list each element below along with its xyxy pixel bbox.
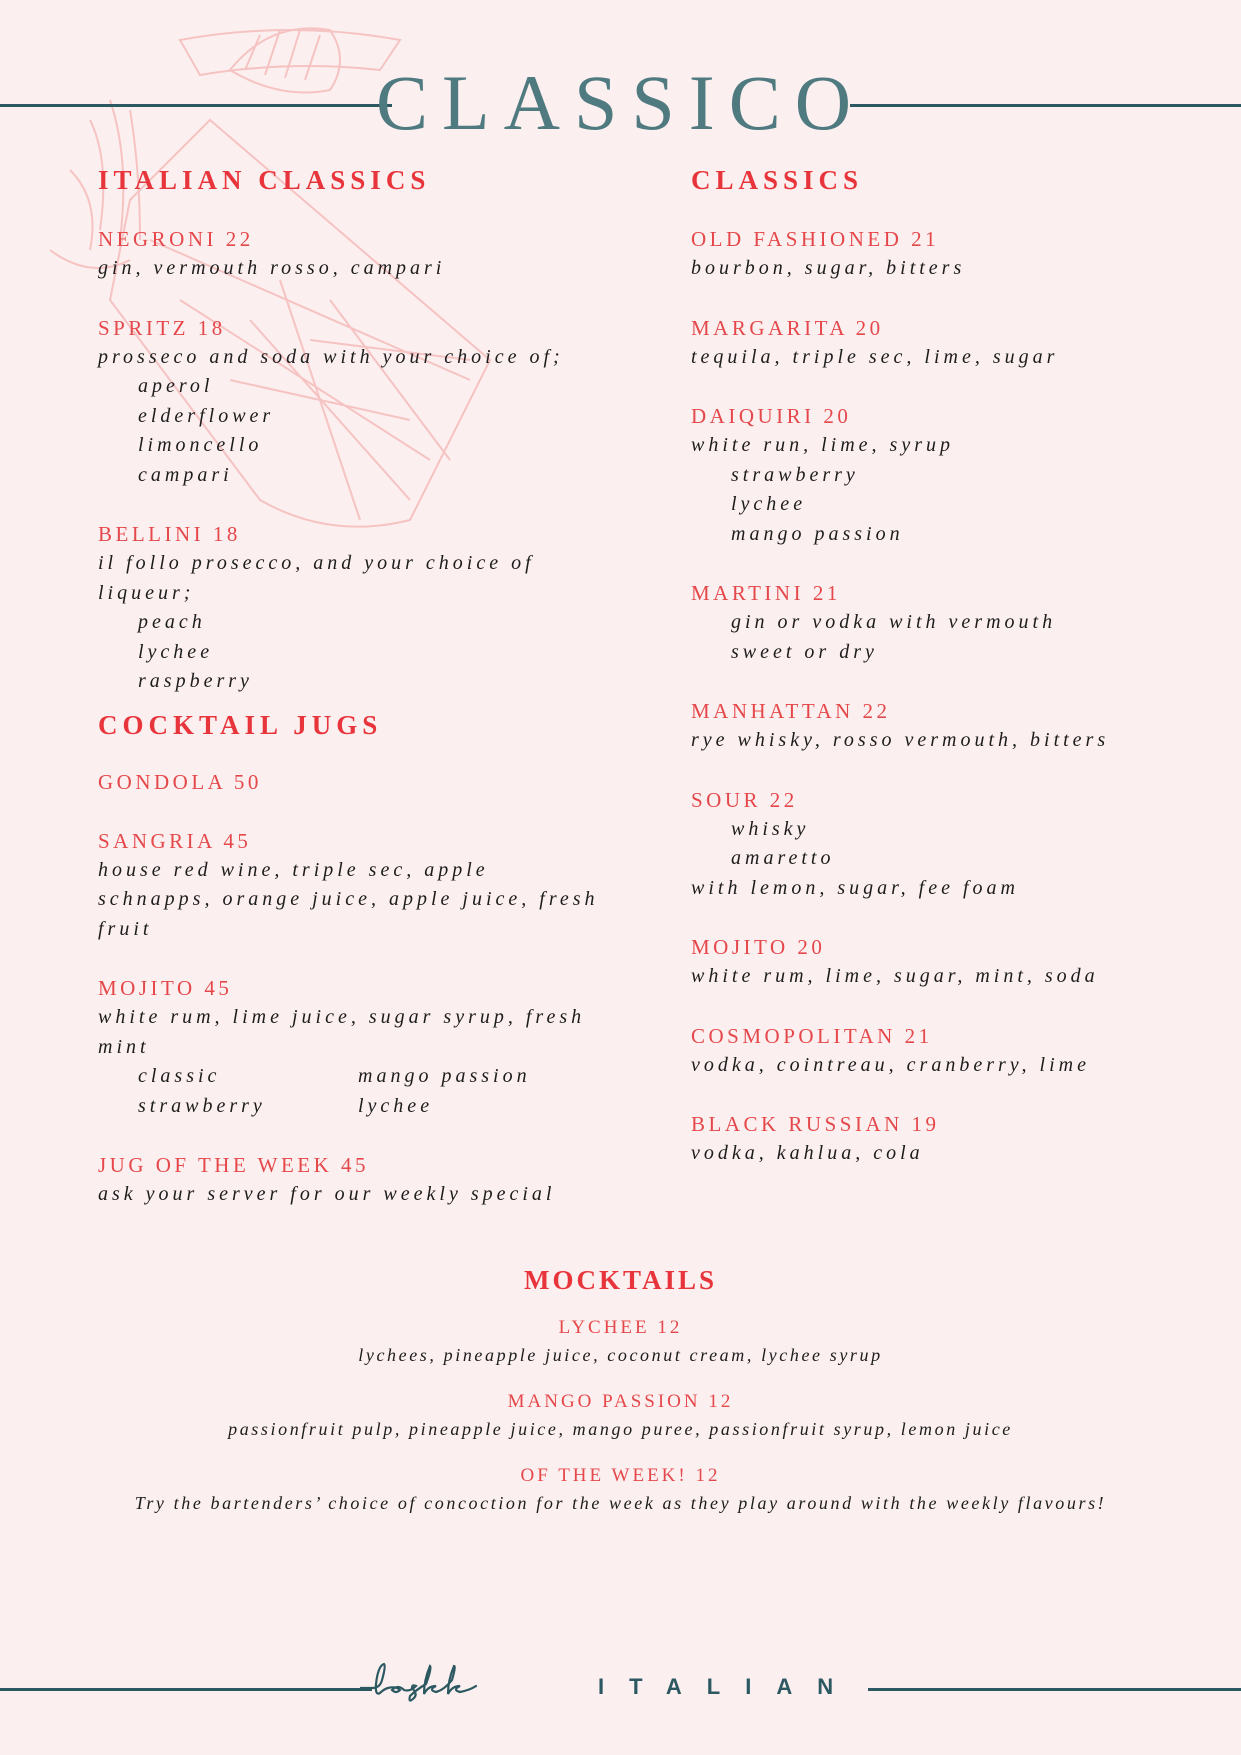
item-description: ask your server for our weekly special: [98, 1183, 556, 1205]
footer-brand-name: ITALIAN: [598, 1674, 859, 1699]
item-option: mango passion: [358, 1065, 531, 1087]
footer-logo: [0, 1660, 1241, 1710]
menu-item-mojito-jug: [98, 973, 618, 1121]
menu-item-sangria: [98, 826, 618, 945]
page-title: CLASSICO: [375, 59, 866, 146]
mocktail-lychee: [0, 1314, 1241, 1368]
item-option: strawberry: [138, 1094, 266, 1117]
item-option: sweet or dry: [731, 640, 878, 663]
item-option: lychee: [731, 493, 807, 515]
section-title-cocktail-jugs: COCKTAIL JUGS: [98, 709, 383, 740]
item-description: lychees, pineapple juice, coconut cream, lychee syrup: [358, 1345, 883, 1365]
faskk-script-logo-icon: [360, 1660, 580, 1710]
menu-item-jug-of-the-week: [98, 1150, 618, 1210]
item-name: JUG OF THE WEEK 45: [98, 1153, 370, 1177]
mocktails-section: [0, 1260, 1241, 1516]
item-name: NEGRONI 22: [98, 227, 254, 251]
menu-item-margarita: [691, 313, 1211, 373]
item-name: SOUR 22: [691, 787, 798, 812]
item-option: lychee: [138, 640, 214, 663]
mocktail-mango-passion: [0, 1388, 1241, 1442]
item-name: MANHATTAN 22: [691, 699, 891, 723]
item-name: MANGO PASSION 12: [507, 1391, 734, 1412]
item-option: aperol: [138, 375, 214, 397]
item-description: tequila, triple sec, lime, sugar: [691, 345, 1059, 368]
item-description: with lemon, sugar, fee foam: [691, 876, 1019, 899]
item-description: white rum, lime, sugar, mint, soda: [691, 965, 1099, 987]
item-description: rye whisky, rosso vermouth, bitters: [691, 729, 1110, 751]
item-name: LYCHEE 12: [558, 1317, 683, 1338]
item-option: amaretto: [731, 847, 835, 869]
item-description: mint: [98, 1035, 150, 1058]
item-description: liqueur;: [98, 581, 195, 604]
item-option: lychee: [358, 1094, 434, 1117]
section-title-italian-classics: ITALIAN CLASSICS: [98, 165, 431, 195]
item-name: SANGRIA 45: [98, 828, 252, 853]
item-option: classic: [138, 1065, 221, 1087]
footer-rule-left: [0, 1688, 372, 1691]
item-description: vodka, kahlua, cola: [691, 1142, 924, 1164]
item-option: elderflower: [138, 404, 275, 427]
item-description: vodka, cointreau, cranberry, lime: [691, 1053, 1090, 1076]
menu-item-manhattan: [691, 696, 1211, 756]
item-option: mango passion: [731, 522, 904, 545]
item-name: MOJITO 20: [691, 935, 826, 959]
menu-item-negroni: [98, 224, 618, 284]
menu-item-black-russian: [691, 1109, 1211, 1169]
item-option: strawberry: [731, 463, 859, 486]
menu-item-bellini: [98, 519, 618, 697]
item-name: MARTINI 21: [691, 581, 841, 605]
menu-item-daiquiri: [691, 401, 1211, 549]
item-name: BELLINI 18: [98, 522, 241, 546]
left-column: [98, 160, 618, 1210]
item-option: peach: [138, 611, 206, 633]
item-description: house red wine, triple sec, apple: [98, 858, 489, 881]
item-option: whisky: [731, 817, 810, 840]
item-description: fruit: [98, 917, 153, 940]
item-description: Try the bartenders’ choice of concoction for the week as they play around with the weekly flavours!: [134, 1493, 1107, 1513]
item-name: SPRITZ 18: [98, 315, 226, 340]
item-name: OLD FASHIONED 21: [691, 227, 940, 251]
menu-item-old-fashioned: [691, 224, 1211, 284]
item-description: white run, lime, syrup: [691, 434, 954, 456]
item-name: COSMOPOLITAN 21: [691, 1023, 933, 1048]
item-name: DAIQUIRI 20: [691, 404, 852, 428]
item-description: schnapps, orange juice, apple juice, fresh: [98, 888, 599, 910]
footer-rule-right: [868, 1688, 1241, 1691]
item-name: MOJITO 45: [98, 976, 233, 1000]
item-description: bourbon, sugar, bitters: [691, 257, 966, 279]
item-name: GONDOLA 50: [98, 769, 262, 794]
menu-item-sour: [691, 785, 1211, 904]
menu-item-gondola: [98, 767, 618, 797]
section-title-classics: CLASSICS: [691, 165, 864, 195]
item-name: OF THE WEEK! 12: [520, 1465, 721, 1486]
item-description: gin, vermouth rosso, campari: [98, 257, 446, 279]
item-description: passionfruit pulp, pineapple juice, mango puree, passionfruit syrup, lemon juice: [228, 1419, 1013, 1439]
menu-item-spritz: [98, 313, 618, 491]
section-title-mocktails: MOCKTAILS: [523, 1265, 718, 1295]
menu-item-cosmopolitan: [691, 1021, 1211, 1081]
item-option: campari: [138, 463, 233, 486]
item-name: BLACK RUSSIAN 19: [691, 1112, 940, 1136]
item-description: white rum, lime juice, sugar syrup, fresh: [98, 1006, 586, 1028]
item-option: limoncello: [138, 434, 263, 456]
item-options-grid: [98, 1062, 618, 1121]
item-option: raspberry: [138, 670, 253, 692]
mocktail-of-the-week: [0, 1462, 1241, 1516]
menu-item-martini: [691, 578, 1211, 667]
item-description: il follo prosecco, and your choice of: [98, 552, 535, 574]
menu-item-mojito: [691, 932, 1211, 992]
item-option: gin or vodka with vermouth: [731, 611, 1057, 633]
item-description: prosseco and soda with your choice of;: [98, 345, 564, 368]
right-column: [691, 160, 1211, 1169]
item-name: MARGARITA 20: [691, 315, 884, 340]
